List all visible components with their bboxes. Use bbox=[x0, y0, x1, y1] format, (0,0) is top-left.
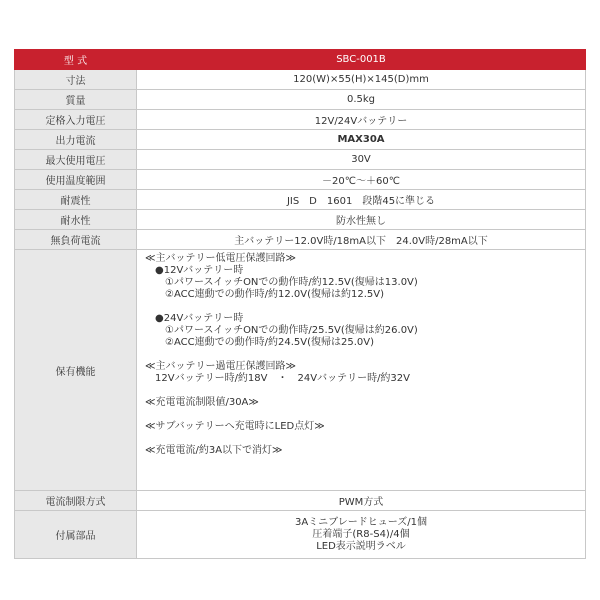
spec-label-max-voltage: 最大使用電圧 bbox=[15, 150, 137, 170]
function-line: ①パワースイッチONでの動作時/約12.5V(復帰は13.0V) bbox=[145, 277, 418, 288]
spec-value-weight: 0.5kg bbox=[137, 90, 586, 110]
spec-label-rated-voltage: 定格入力電圧 bbox=[15, 110, 137, 130]
spec-label-dimensions: 寸法 bbox=[15, 70, 137, 90]
function-line: ≪主バッテリー低電圧保護回路≫ bbox=[145, 253, 296, 264]
spec-value-idle-current: 主バッテリー12.0V時/18mA以下 24.0V時/28mA以下 bbox=[137, 230, 586, 250]
function-line: ≪充電電流/約3A以下で消灯≫ bbox=[145, 445, 283, 456]
function-line: 12Vバッテリー時/約18V ・ 24Vバッテリー時/約32V bbox=[145, 373, 410, 384]
spec-label-vibration: 耐震性 bbox=[15, 190, 137, 210]
function-line: ≪主バッテリー過電圧保護回路≫ bbox=[145, 361, 296, 372]
spec-label-water: 耐水性 bbox=[15, 210, 137, 230]
spec-value-functions bbox=[137, 250, 586, 491]
accessory-item: LED表示説明ラベル bbox=[316, 540, 406, 552]
spec-value-rated-voltage: 12V/24Vバッテリー bbox=[137, 110, 586, 130]
spec-value-water: 防水性無し bbox=[137, 210, 586, 230]
spec-row-current-limit bbox=[15, 491, 586, 511]
functions-list bbox=[137, 250, 585, 457]
spec-row-output-current bbox=[15, 130, 586, 150]
spec-value-accessories bbox=[137, 511, 586, 559]
spec-label-output-current: 出力電流 bbox=[15, 130, 137, 150]
function-line: ①パワースイッチONでの動作時/25.5V(復帰は約26.0V) bbox=[145, 325, 418, 336]
spec-label-weight: 質量 bbox=[15, 90, 137, 110]
spec-row-model bbox=[15, 50, 586, 70]
spec-value-current-limit: PWM方式 bbox=[137, 491, 586, 511]
spec-label-model: 型 式 bbox=[15, 50, 137, 70]
accessory-item: 圧着端子(R8-S4)/4個 bbox=[312, 528, 410, 540]
function-line: ②ACC連動での動作時/約12.0V(復帰は約12.5V) bbox=[145, 289, 384, 300]
spec-label-current-limit: 電流制限方式 bbox=[15, 491, 137, 511]
spacer bbox=[145, 385, 585, 397]
spacer bbox=[145, 301, 585, 313]
spec-value-model: SBC-001B bbox=[137, 50, 586, 70]
spacer bbox=[145, 433, 585, 445]
spec-label-functions: 保有機能 bbox=[15, 250, 137, 491]
spec-value-max-voltage: 30V bbox=[137, 150, 586, 170]
spec-value-temperature: －20℃～＋60℃ bbox=[137, 170, 586, 190]
spec-row-water bbox=[15, 210, 586, 230]
spec-label-accessories: 付属部品 bbox=[15, 511, 137, 559]
spec-row-max-voltage bbox=[15, 150, 586, 170]
spec-table bbox=[14, 49, 586, 559]
spec-label-idle-current: 無負荷電流 bbox=[15, 230, 137, 250]
spec-label-temperature: 使用温度範囲 bbox=[15, 170, 137, 190]
spacer bbox=[145, 409, 585, 421]
function-line: ●12Vバッテリー時 bbox=[145, 265, 244, 276]
function-line: ②ACC連動での動作時/約24.5V(復帰は25.0V) bbox=[145, 337, 374, 348]
spacer bbox=[145, 349, 585, 361]
function-line: ●24Vバッテリー時 bbox=[145, 313, 244, 324]
spec-row-temperature bbox=[15, 170, 586, 190]
spec-row-vibration bbox=[15, 190, 586, 210]
spec-row-accessories bbox=[15, 511, 586, 559]
spec-row-functions bbox=[15, 250, 586, 491]
spec-row-idle-current bbox=[15, 230, 586, 250]
spec-value-vibration: JIS D 1601 段階45に準じる bbox=[137, 190, 586, 210]
spec-value-dimensions: 120(W)×55(H)×145(D)mm bbox=[137, 70, 586, 90]
function-line: ≪充電電流制限値/30A≫ bbox=[145, 397, 259, 408]
accessory-item: 3Aミニブレードヒューズ/1個 bbox=[294, 516, 428, 528]
spec-row-dimensions bbox=[15, 70, 586, 90]
spec-value-output-current: MAX30A bbox=[137, 130, 586, 150]
function-line: ≪サブバッテリーへ充電時にLED点灯≫ bbox=[145, 421, 325, 432]
spec-row-weight bbox=[15, 90, 586, 110]
spec-row-rated-voltage bbox=[15, 110, 586, 130]
